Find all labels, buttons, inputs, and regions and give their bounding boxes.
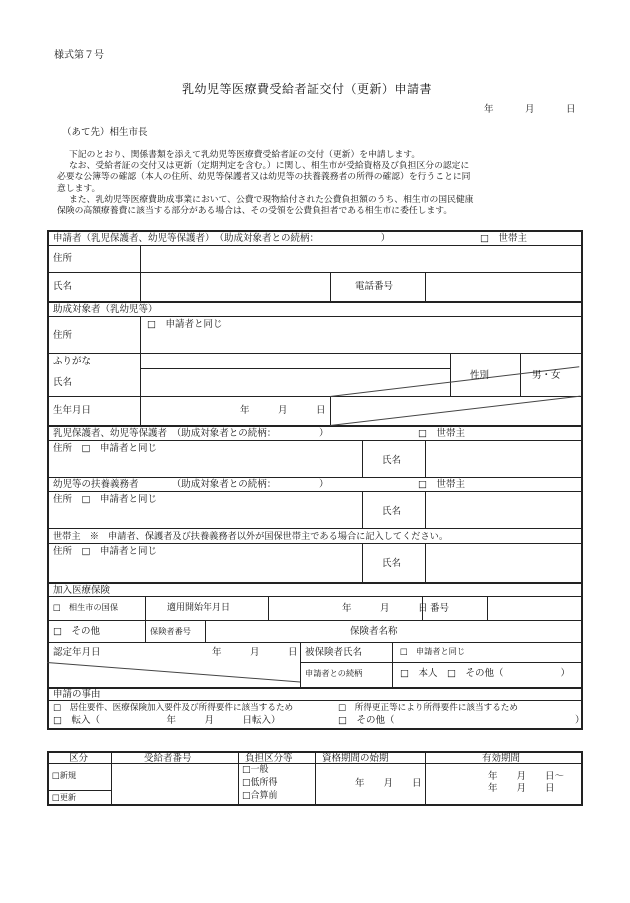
householder-name-label: 氏名 (382, 558, 402, 569)
subject-birth-date[interactable]: 年 月 日 (240, 405, 326, 416)
intro-line: 必要な公簿等の確認（本人の住所、幼児等保護者又は幼児等の扶養義務者の所得の確認）を行うことに同 (57, 172, 471, 183)
householder-address-line[interactable]: 住所 □ 申請者と同じ (53, 546, 157, 557)
reason-other-checkbox[interactable]: □ その他（ ） (338, 715, 585, 726)
relation-label: 申請者との続柄 (305, 668, 363, 678)
office-recipient-number-field[interactable] (113, 765, 236, 803)
insured-same-as-applicant-checkbox[interactable]: □ 申請者と同じ (400, 646, 466, 656)
insurance-cert-date-label: 認定年月日 (53, 647, 101, 658)
subject-birth-label: 生年月日 (53, 405, 92, 416)
guardian-household-head-checkbox[interactable]: □ 世帯主 (418, 428, 465, 439)
guardian-address-line[interactable]: 住所 □ 申請者と同じ (53, 443, 157, 454)
intro-line: 保険の高額療養費に該当する部分がある場合は、その受領を公費負担者である相生市に委任します。 (57, 206, 453, 217)
date-year: 年 (484, 104, 494, 115)
office-col-valid: 有効期間 (482, 753, 521, 764)
office-valid-to[interactable]: 年 月 日 (488, 783, 555, 794)
insurer-name-field[interactable] (410, 622, 580, 641)
intro-line: また、乳幼児等医療費助成事業において、公費で現物給付された公費負担額のうち、相生市の国民健康 (69, 194, 474, 205)
insured-name-label: 被保険者氏名 (305, 647, 363, 658)
insurance-number-field[interactable] (489, 598, 580, 619)
supporter-address-line[interactable]: 住所 □ 申請者と同じ (53, 494, 157, 505)
addressee: （あて先）相生市長 (62, 127, 148, 138)
insurance-start-date-label: 適用開始年月日 (167, 603, 231, 613)
office-burden-combined-checkbox[interactable]: □合算前 (242, 791, 278, 801)
form-title: 乳幼児等医療費受給者証交付（更新）申請書 (182, 82, 433, 96)
insurer-name-label: 保険者名称 (350, 626, 398, 637)
insurer-number-label: 保険者番号 (150, 626, 191, 636)
subject-header: 助成対象者（乳幼児等） (53, 304, 158, 315)
office-category-renew-checkbox[interactable]: □更新 (52, 792, 77, 802)
applicant-name-label: 氏名 (53, 281, 73, 292)
insurance-start-date[interactable]: 年 月 日 (342, 603, 428, 614)
subject-sex-label: 性別 (470, 370, 490, 381)
supporter-header: 幼児等の扶養義務者 （助成対象者との続柄： ） (53, 479, 329, 490)
insurance-header: 加入医療保険 (53, 585, 111, 596)
supporter-household-head-checkbox[interactable]: □ 世帯主 (418, 479, 465, 490)
office-valid-from[interactable]: 年 月 日～ (488, 771, 565, 782)
subject-name-label: 氏名 (53, 377, 73, 388)
reason-moved-in-checkbox[interactable]: □ 転入（ 年 月 日転入） (53, 715, 281, 726)
office-start-date[interactable]: 年 月 日 (355, 778, 422, 789)
supporter-name-field[interactable] (427, 493, 580, 527)
date-day: 日 (566, 104, 576, 115)
reason-residence-checkbox[interactable]: □ 居住要件、医療保険加入要件及び所得要件に該当するため (53, 703, 294, 713)
insurer-number-field[interactable] (207, 622, 347, 641)
guardian-name-label: 氏名 (382, 455, 402, 466)
office-col-recipient-number: 受給者番号 (144, 753, 192, 764)
form-number: 様式第７号 (54, 50, 104, 61)
applicant-phone-label: 電話番号 (355, 281, 394, 292)
office-burden-general-checkbox[interactable]: □一般 (242, 765, 269, 775)
householder-name-field[interactable] (427, 545, 580, 581)
office-category-new-checkbox[interactable]: □新規 (52, 770, 77, 780)
office-col-burden: 負担区分等 (245, 753, 293, 764)
office-burden-low-income-checkbox[interactable]: □低所得 (242, 778, 278, 788)
relation-options[interactable]: □ 本人 □ その他（ ） (400, 668, 570, 679)
insurance-number-label: 番号 (430, 603, 450, 614)
guardian-name-field[interactable] (427, 442, 580, 476)
subject-same-as-applicant-checkbox[interactable]: □ 申請者と同じ (147, 319, 223, 330)
applicant-address-label: 住所 (53, 253, 73, 264)
intro-line: なお、受給者証の交付又は更新（定期判定を含む。）に関し、相生市が受給資格及び負担区分の認定に (69, 161, 470, 172)
reason-header: 申請の事由 (53, 689, 101, 700)
householder-header: 世帯主 ※ 申請者、保護者及び扶養義務者以外が国保世帯主である場合に記入してください。 (53, 531, 449, 542)
subject-name-field[interactable] (142, 370, 448, 395)
guardian-header: 乳児保護者、幼児等保護者 （助成対象者との続柄： ） (53, 428, 329, 439)
office-col-start: 資格期間の始期 (322, 753, 389, 764)
applicant-household-head-checkbox[interactable]: □ 世帯主 (480, 233, 527, 244)
insurance-other-checkbox[interactable]: □ その他 (53, 626, 100, 637)
supporter-name-label: 氏名 (382, 506, 402, 517)
subject-address-label: 住所 (53, 330, 73, 341)
applicant-address-field[interactable] (142, 247, 580, 271)
applicant-header: 申請者（乳児保護者、幼児等保護者） （助成対象者との続柄： ） (53, 233, 391, 244)
applicant-name-field[interactable] (142, 274, 328, 300)
office-col-category: 区分 (69, 753, 89, 764)
date-month: 月 (525, 104, 535, 115)
insurance-cert-date[interactable]: 年 月 日 (212, 647, 298, 658)
intro-paragraph (57, 150, 582, 217)
applicant-phone-field[interactable] (427, 274, 580, 300)
intro-line: 下記のとおり、関係書類を添えて乳幼児等医療費受給者証の交付（更新）を申請します。 (69, 150, 421, 160)
reason-income-correction-checkbox[interactable]: □ 所得更正等により所得要件に該当するため (338, 703, 518, 713)
insurance-aioi-kokuho-checkbox[interactable]: □ 相生市の国保 (53, 602, 119, 612)
subject-sex-options[interactable]: 男・女 (532, 370, 561, 381)
intro-line: 意します。 (57, 183, 101, 194)
subject-furigana-label: ふりがな (53, 356, 92, 367)
